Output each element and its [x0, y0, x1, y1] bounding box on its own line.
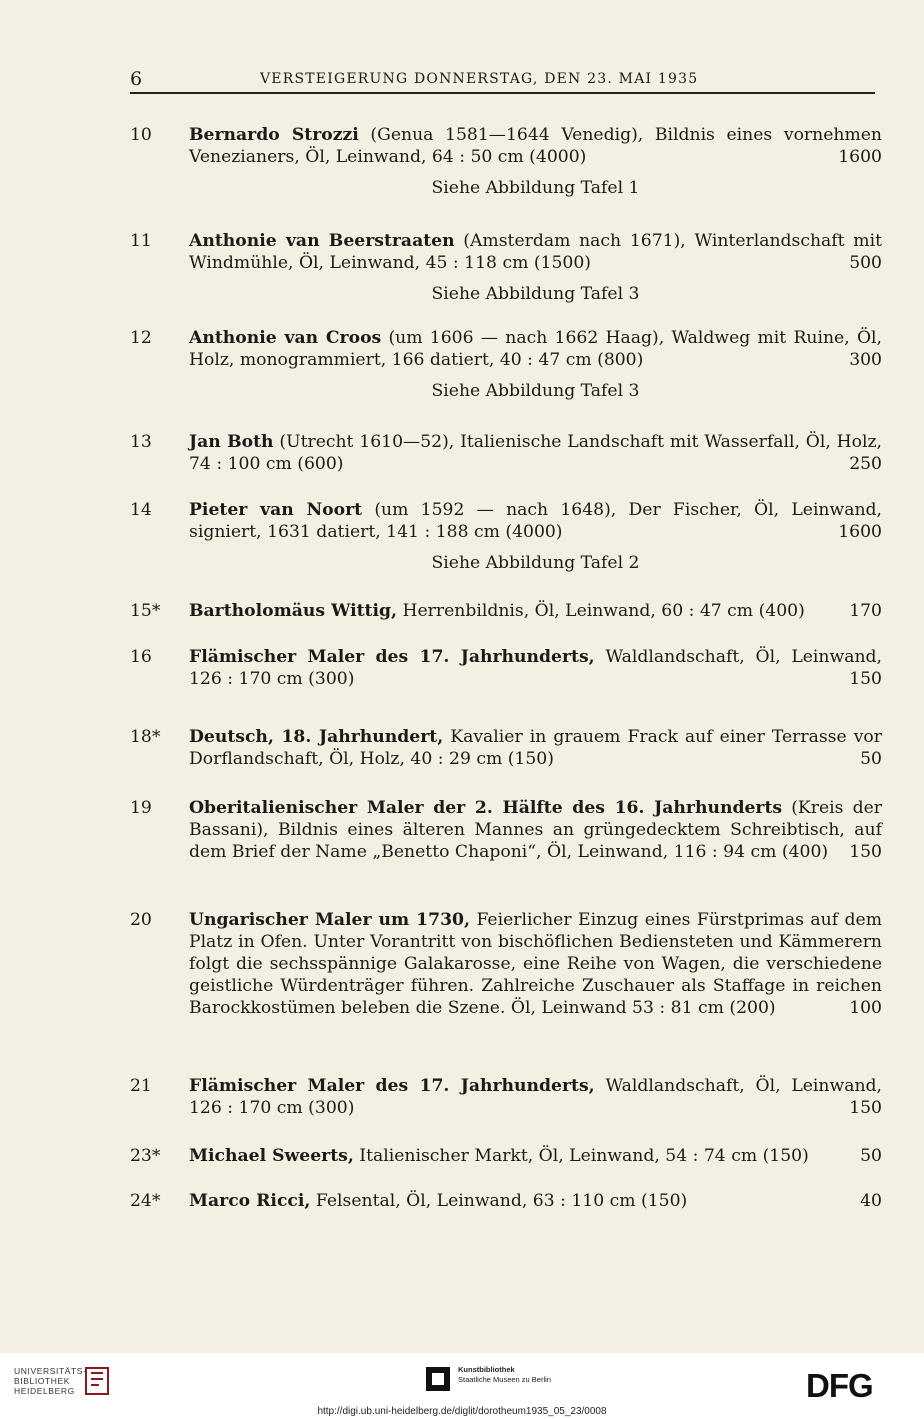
catalog-entry-15	[130, 600, 882, 622]
lot-number: 10	[130, 125, 152, 145]
artist-name: Deutsch, 18. Jahrhundert,	[189, 727, 444, 747]
lot-number: 16	[130, 647, 152, 667]
catalog-entry-24	[130, 1190, 882, 1212]
lot-description: (um 1606 — nach 1662 Haag), Waldweg mit Ruine, Öl, Holz, monogrammiert, 166 datiert, 40 : 47 cm (800)	[189, 328, 882, 370]
lot-number: 15*	[130, 601, 161, 621]
catalog-entry-10	[130, 124, 882, 199]
plate-reference: Siehe Abbildung Tafel 1	[431, 178, 640, 198]
lot-number: 18*	[130, 727, 161, 747]
catalog-entry-23	[130, 1145, 882, 1167]
artist-name: Bartholomäus Wittig,	[189, 601, 398, 621]
running-header	[130, 68, 875, 94]
artist-name: Ungarischer Maler um 1730,	[189, 910, 470, 930]
lot-price: 40	[860, 1191, 882, 1211]
lot-description: Herrenbildnis, Öl, Leinwand, 60 : 47 cm (400)	[397, 601, 805, 621]
lot-number: 13	[130, 432, 152, 452]
lot-price: 300	[849, 350, 882, 370]
kunstbibliothek-name: Kunstbibliothek	[458, 1365, 515, 1374]
lot-description: Waldlandschaft, Öl, Leinwand, 126 : 170 cm (300)	[189, 647, 882, 689]
catalog-entry-12	[130, 327, 882, 402]
lot-price: 150	[849, 842, 882, 862]
permalink-url[interactable]: http://digi.ub.uni-heidelberg.de/diglit/dorotheum1935_05_23/0008	[317, 1406, 607, 1417]
lot-description: Waldlandschaft, Öl, Leinwand, 126 : 170 cm (300)	[189, 1076, 882, 1118]
catalog-entry-14	[130, 499, 882, 574]
lot-price: 250	[849, 454, 882, 474]
artist-name: Jan Both	[189, 432, 274, 452]
artist-name: Pieter van Noort	[189, 500, 363, 520]
catalog-entry-21	[130, 1075, 882, 1119]
catalog-entry-13	[130, 431, 882, 475]
catalog-entry-20	[130, 909, 882, 1019]
lot-price: 170	[849, 601, 882, 621]
artist-name: Marco Ricci,	[189, 1191, 311, 1211]
lot-description: (Genua 1581—1644 Venedig), Bildnis eines vornehmen Venezianers, Öl, Leinwand, 64 : 50 cm (4000)	[189, 125, 882, 167]
lot-description: (um 1592 — nach 1648), Der Fischer, Öl, Leinwand, signiert, 1631 datiert, 141 : 188 cm (4000)	[189, 500, 882, 542]
library-name: UNIVERSITÄTS- BIBLIOTHEK HEIDELBERG	[14, 1366, 87, 1396]
lot-description: (Amsterdam nach 1671), Winterlandschaft mit Windmühle, Öl, Leinwand, 45 : 118 cm (1500)	[189, 231, 882, 273]
lot-price: 150	[849, 669, 882, 689]
page-number: 6	[130, 68, 143, 90]
lot-price: 100	[849, 998, 882, 1018]
catalog-entry-19	[130, 797, 882, 863]
lot-description: (Kreis der Bassani), Bildnis eines älteren Mannes an grüngedecktem Schreibtisch, auf dem Brief der Name „Benetto Chaponi“, Öl, Leinwand, 116 : 94 cm (400)	[189, 798, 883, 862]
lot-price: 1600	[838, 147, 882, 167]
lot-price: 50	[860, 1146, 882, 1166]
kunstbibliothek-subtitle: Staatliche Museen zu Berlin	[458, 1375, 551, 1384]
lot-description: Felsental, Öl, Leinwand, 63 : 110 cm (150)	[310, 1191, 688, 1211]
kunstbibliothek-logo-icon	[424, 1365, 452, 1393]
catalog-entry-11	[130, 230, 882, 305]
lot-price: 150	[849, 1098, 882, 1118]
kunstbibliothek-label	[458, 1365, 551, 1385]
catalog-entry-18	[130, 726, 882, 770]
lot-number: 11	[130, 231, 152, 251]
lot-number: 14	[130, 500, 152, 520]
lot-description: Kavalier in grauem Frack auf einer Terrasse vor Dorflandschaft, Öl, Holz, 40 : 29 cm (150)	[189, 727, 882, 769]
lot-number: 20	[130, 910, 152, 930]
artist-name: Oberitalienischer Maler der 2. Hälfte des 16. Jahrhunderts	[189, 798, 783, 818]
lot-description: (Utrecht 1610—52), Italienische Landschaft mit Wasserfall, Öl, Holz, 74 : 100 cm (600)	[189, 432, 882, 474]
artist-name: Flämischer Maler des 17. Jahrhunderts,	[189, 647, 595, 667]
artist-name: Bernardo Strozzi	[189, 125, 359, 145]
lot-number: 24*	[130, 1191, 161, 1211]
plate-reference: Siehe Abbildung Tafel 3	[431, 381, 640, 401]
heidelberg-library-logo-icon	[82, 1364, 112, 1398]
artist-name: Anthonie van Croos	[189, 328, 382, 348]
plate-reference: Siehe Abbildung Tafel 2	[431, 553, 640, 573]
catalog-entry-16	[130, 646, 882, 690]
lot-price: 50	[860, 749, 882, 769]
lot-price: 1600	[838, 522, 882, 542]
lot-description: Italienischer Markt, Öl, Leinwand, 54 : 74 cm (150)	[353, 1146, 809, 1166]
digitization-footer	[0, 1353, 924, 1419]
artist-name: Flämischer Maler des 17. Jahrhunderts,	[189, 1076, 595, 1096]
plate-reference: Siehe Abbildung Tafel 3	[431, 284, 640, 304]
lot-number: 12	[130, 328, 152, 348]
artist-name: Michael Sweerts,	[189, 1146, 354, 1166]
artist-name: Anthonie van Beerstraaten	[189, 231, 455, 251]
lot-number: 19	[130, 798, 152, 818]
lot-number: 23*	[130, 1146, 161, 1166]
dfg-logo: DFG	[806, 1367, 873, 1404]
running-head-title: VERSTEIGERUNG DONNERSTAG, DEN 23. MAI 1935	[260, 71, 699, 87]
lot-number: 21	[130, 1076, 152, 1096]
lot-price: 500	[849, 253, 882, 273]
lot-description: Feierlicher Einzug eines Fürstprimas auf dem Platz in Ofen. Unter Vorantritt von bischöflichen Bediensteten und Kämmerern folgt die sechsspännige Galakarosse, eine Reihe von Wagen, die verschiedene geistliche Würdenträger führen. Zahlreiche Zuschauer als Staffage in reichen Barockkostümen beleben die Szene. Öl, Leinwand 53 : 81 cm (200)	[189, 910, 882, 1018]
